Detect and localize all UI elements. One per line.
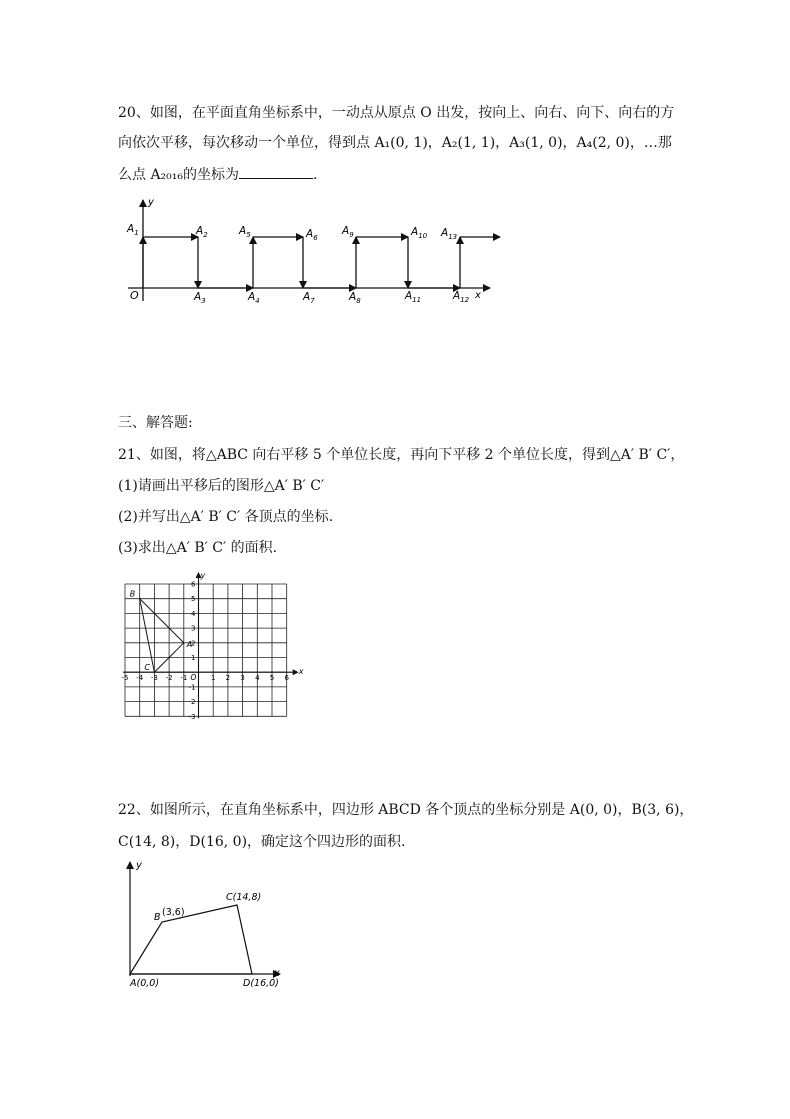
- q20-line-3-text: 么点 A₂₀₁₆的坐标为: [118, 167, 240, 183]
- x-tick-label: -3: [150, 674, 158, 683]
- label-a6: $A_6$: [306, 228, 318, 242]
- label-a13: $A_{13}$: [441, 227, 458, 241]
- x-tick-label: 3: [240, 674, 245, 683]
- label-a1: $A_1$: [127, 223, 139, 237]
- label-a11: $A_{11}$: [405, 290, 422, 304]
- label-b-coord: (3,6): [162, 907, 185, 918]
- label-a10: $A_{10}$: [411, 226, 428, 240]
- y-tick-label: 3: [191, 624, 196, 633]
- q21-line-3: (2)并写出△A′ B′ C′ 各顶点的坐标.: [118, 509, 334, 525]
- q20-line-3-end: .: [313, 167, 318, 183]
- vertex-label-b: B: [129, 589, 136, 599]
- zigzag-path: [143, 237, 500, 288]
- x-tick-label: 6: [284, 674, 289, 683]
- x-axis-label: x: [475, 290, 481, 301]
- label-c: C(14,8): [226, 892, 262, 903]
- origin-label: O: [190, 673, 197, 683]
- y-tick-label: 6: [191, 580, 196, 589]
- quadrilateral-abcd: [130, 905, 252, 974]
- y-tick-label: -3: [188, 712, 196, 721]
- q22-line-2: C(14, 8)，D(16, 0)，确定这个四边形的面积.: [118, 834, 406, 850]
- label-a5: $A_5$: [239, 225, 251, 239]
- q21-line-1: 21、如图，将△ABC 向右平移 5 个单位长度，再向下平移 2 个单位长度，得到△A′ B′ C′，: [118, 447, 685, 463]
- grid-lines: [125, 584, 287, 716]
- q21-line-4: (3)求出△A′ B′ C′ 的面积.: [118, 540, 278, 556]
- q20-line-2: 向依次平移，每次移动一个单位，得到点 A₁(0, 1)，A₂(1, 1)，A₃(1, 0)，A₄(2, 0)，…那: [118, 135, 672, 151]
- q20-line-1: 20、如图，在平面直角坐标系中，一动点从原点 O 出发，按向上、向右、向下、向右的方: [118, 105, 675, 121]
- tick-labels: [122, 581, 290, 721]
- y-tick-label: -2: [188, 698, 196, 707]
- section-heading: 三、解答题:: [118, 415, 193, 431]
- origin-label: O: [130, 289, 139, 302]
- q20-line-3: [118, 164, 317, 184]
- x-tick-label: -2: [165, 674, 173, 683]
- x-tick-label: 2: [225, 674, 231, 683]
- label-a: A(0,0): [130, 978, 160, 989]
- label-a7: $A_7$: [303, 291, 315, 305]
- y-tick-label: 2: [191, 639, 196, 648]
- x-tick-label: 5: [269, 674, 275, 683]
- q22-figure: [118, 858, 294, 994]
- label-a2: $A_2$: [196, 225, 208, 239]
- q21-line-2: (1)请画出平移后的图形△A′ B′ C′: [118, 478, 325, 494]
- x-axis-label: x: [274, 968, 280, 979]
- x-tick-label: -5: [121, 674, 129, 683]
- x-tick-label: -1: [180, 674, 188, 683]
- label-a8: $A_8$: [349, 291, 361, 305]
- triangle-abc: [129, 589, 196, 673]
- answer-blank[interactable]: [239, 164, 313, 179]
- q22-line-1: 22、如图所示，在直角坐标系中，四边形 ABCD 各个顶点的坐标分别是 A(0, 0)，B(3, 6)，: [118, 802, 694, 818]
- y-tick-label: 5: [191, 595, 196, 604]
- y-axis-label: y: [136, 860, 142, 871]
- x-tick-label: 4: [255, 674, 260, 683]
- label-b: B: [154, 912, 161, 923]
- y-tick-label: 1: [191, 654, 196, 662]
- label-a4: $A_4$: [248, 291, 260, 305]
- y-tick-label: -1: [188, 683, 196, 692]
- triangle-abc-outline: [140, 599, 184, 673]
- label-a12: $A_{12}$: [453, 290, 470, 304]
- y-tick-label: 4: [191, 609, 196, 618]
- vertex-label-a: A: [186, 639, 193, 649]
- x-tick-label: -4: [136, 674, 144, 683]
- label-a3: $A_3$: [194, 291, 206, 305]
- q20-figure: [118, 196, 502, 308]
- y-axis-label: y: [148, 197, 154, 208]
- vertex-label-c: C: [144, 663, 150, 673]
- label-a9: $A_9$: [342, 225, 354, 239]
- y-axis-label: y: [200, 571, 206, 580]
- bottom-point-labels: [193, 290, 470, 305]
- x-tick-label: 1: [210, 674, 216, 683]
- x-axis-label: x: [298, 667, 304, 677]
- label-d: D(16,0): [243, 978, 279, 989]
- q21-grid-figure: [118, 570, 308, 722]
